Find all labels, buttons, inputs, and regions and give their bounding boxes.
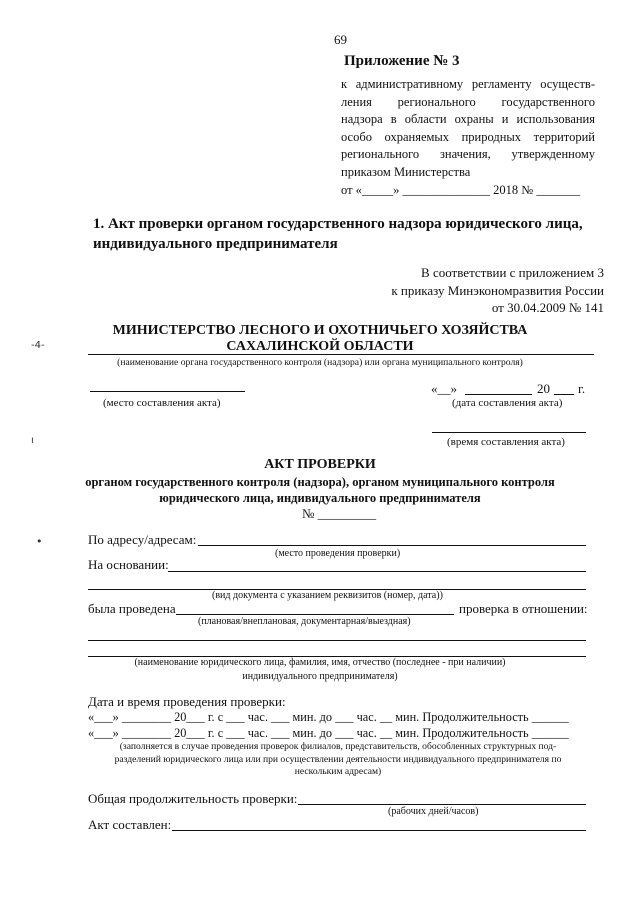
datetime-note-line: разделений юридического лица или при осуществлении деятельности индивидуального предпринимателя по: [114, 753, 562, 765]
ministry-line2: САХАЛИНСКОЙ ОБЛАСТИ: [226, 339, 414, 354]
datetime-note-line: (заполняется в случае проведения проверок филиалов, представительств, обособленных структурных под-: [119, 741, 557, 752]
held-label: была проведена: [88, 601, 176, 616]
datetime-note: [88, 741, 588, 779]
page-number: 69: [334, 32, 347, 47]
act-subtitle-2: юридического лица, индивидуального предпринимателя: [159, 491, 481, 505]
accordance-line: от 30.04.2009 № 141: [491, 300, 604, 315]
entity-caption-2: индивидуального предпринимателя): [242, 671, 398, 682]
accordance-block: [391, 264, 604, 317]
basis-label: На основании:: [88, 557, 169, 572]
date-year-field[interactable]: [554, 394, 574, 395]
date-year: 20: [537, 381, 550, 396]
basis-field[interactable]: [168, 571, 586, 572]
appendix-line: к административному регламенту осуществ-: [341, 77, 595, 91]
place-field[interactable]: [90, 391, 245, 392]
entity-caption-1: (наименование юридического лица, фамилия, имя, отчество (последнее - при наличии): [134, 657, 506, 668]
compiled-field[interactable]: [172, 830, 586, 831]
compiled-label: Акт составлен:: [88, 817, 172, 832]
accordance-line: к приказу Минэкономразвития России: [391, 282, 604, 298]
held-field[interactable]: [176, 614, 454, 615]
appendix-line: приказом Министерства: [341, 164, 471, 179]
held-right-label: проверка в отношении:: [459, 601, 588, 616]
held-caption: (плановая/внеплановая, документарная/выездная): [198, 616, 411, 627]
date-caption: (дата составления акта): [452, 397, 563, 409]
place-caption: (место составления акта): [103, 397, 221, 409]
scan-mark: •: [36, 535, 43, 548]
total-label: Общая продолжительность проверки:: [88, 791, 298, 806]
datetime-label: Дата и время проведения проверки:: [88, 694, 286, 709]
appendix-line: ления регионального государственного: [341, 94, 595, 109]
section-title-line1: 1. Акт проверки органом государственного надзора юридического лица,: [93, 216, 583, 232]
datetime-row-2[interactable]: «___» ________ 20___ г. с ___ час. ___ мин. до ___ час. __ мин. Продолжительность ______: [88, 726, 569, 740]
appendix-text: [341, 76, 595, 199]
date-suffix: г.: [578, 381, 586, 396]
date-field[interactable]: [465, 394, 532, 395]
total-caption: (рабочих дней/часов): [388, 806, 479, 817]
date-open: «__»: [431, 381, 457, 396]
total-field[interactable]: [298, 804, 586, 805]
datetime-row-1[interactable]: «___» ________ 20___ г. с ___ час. ___ мин. до ___ час. __ мин. Продолжительность ______: [88, 710, 569, 724]
datetime-note-line: нескольким адресам): [294, 766, 382, 777]
address-label: По адресу/адресам:: [88, 532, 197, 547]
appendix-line: надзора в области охраны и использования: [341, 112, 595, 127]
ministry-underline: [88, 354, 594, 355]
act-number: № _________: [302, 506, 377, 521]
ministry-caption: (наименование органа государственного контроля (надзора) или органа муниципального контроля): [117, 357, 523, 368]
section-title-line2: индивидуального предпринимателя: [93, 236, 338, 252]
scan-mark: ı: [31, 435, 34, 446]
accordance-line: В соответствии с приложением 3: [421, 265, 604, 280]
address-field[interactable]: [198, 545, 586, 546]
address-caption: (место проведения проверки): [275, 548, 401, 559]
time-field[interactable]: [432, 432, 586, 433]
scan-mark: -4-: [31, 340, 45, 351]
act-title: АКТ ПРОВЕРКИ: [264, 457, 376, 472]
act-subtitle-1: органом государственного контроля (надзора), органом муниципального контроля: [85, 475, 555, 489]
time-caption: (время составления акта): [447, 436, 565, 448]
basis-caption: (вид документа с указанием реквизитов (номер, дата)): [212, 590, 443, 601]
appendix-line: регионального значения, утвержденному: [341, 147, 595, 162]
appendix-title: Приложение № 3: [344, 53, 460, 69]
appendix-line: особо охраняемых природных территорий: [341, 129, 595, 144]
ministry-line1: МИНИСТЕРСТВО ЛЕСНОГО И ОХОТНИЧЬЕГО ХОЗЯЙСТВА: [112, 323, 528, 338]
appendix-date-line: от «_____» ______________ 2018 № _______: [341, 182, 581, 197]
entity-field-1[interactable]: [88, 640, 586, 641]
